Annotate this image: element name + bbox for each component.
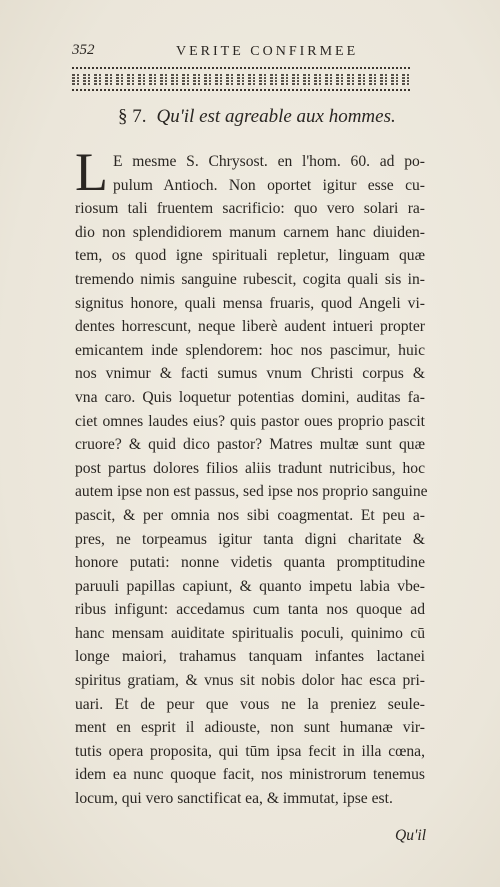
text-line: hanc mensam auiditate spiritualis poculi, quinimo cū bbox=[75, 624, 425, 642]
text-line: ciet omnes laudes eius? quis pastor oues proprio pascit bbox=[75, 412, 425, 430]
section-mark: § 7. bbox=[118, 106, 147, 127]
section-heading bbox=[118, 106, 396, 128]
ornament-pattern bbox=[72, 73, 410, 85]
text-line: locum, qui vero sanctificat ea, & immutat, ipse est. bbox=[75, 790, 393, 808]
text-line: nos vnimur & facti sumus vnum Christi corpus & bbox=[75, 365, 425, 383]
text-line: idem ea nunc quoque facit, nos ministrorum tenemus bbox=[75, 766, 425, 784]
running-title: VERITE CONFIRMEE bbox=[176, 44, 359, 59]
text-line: tem, os quod igne spirituali repletur, linguam quæ bbox=[75, 247, 425, 265]
text-line: signitus honore, quali mensa fruaris, quod Angeli vi- bbox=[75, 294, 425, 312]
text-line: uari. Et de peur que vous ne la preniez seule- bbox=[75, 695, 425, 713]
text-line: pres, ne torpeamus igitur tanta digni charitate & bbox=[75, 530, 425, 548]
drop-cap: L bbox=[75, 142, 108, 202]
text-line: pascit, & per omnia nos sibi coagmentat. Et peu a- bbox=[75, 506, 425, 524]
text-line: pulum Antioch. Non oportet igitur esse cu- bbox=[113, 176, 425, 194]
page-number: 352 bbox=[72, 42, 95, 58]
catchword: Qu'il bbox=[395, 827, 427, 844]
text-line: dio non splendidiorem manum carnem hanc diuiden- bbox=[75, 223, 425, 241]
text-line: emicantem inde splendorem: hoc nos pascimur, huic bbox=[75, 341, 425, 359]
text-line: riosum tali fruentem sacrificio: quo vero solari ra- bbox=[75, 200, 425, 218]
body-text bbox=[75, 142, 428, 811]
text-line: spiritus gratiam, & vnus sit nobis dolor hac esca pri- bbox=[75, 672, 425, 690]
text-line: vna caro. Quis loquetur potentias domini, auditas fa- bbox=[75, 388, 425, 406]
text-line: honore putati: nonne videtis quanta promptitudine bbox=[75, 554, 425, 572]
text-line: tremendo nimis sanguine rubescit, cogita quali sis in- bbox=[75, 270, 425, 288]
text-line: autem ipse non est passus, sed ipse nos proprio sanguine bbox=[75, 483, 428, 501]
text-line: E mesme S. Chrysost. en l'hom. 60. ad po- bbox=[113, 153, 425, 170]
running-head bbox=[72, 42, 452, 64]
text-line: tutis opera proposita, qui tūm ipsa fecit in illa cœna, bbox=[75, 742, 425, 760]
text-line: post partus dolores filios aliis tradunt nutricibus, hoc bbox=[75, 459, 425, 477]
text-line: longe maiori, trahamus tanquam infantes lactanei bbox=[75, 648, 425, 666]
ornamental-band bbox=[72, 67, 410, 91]
text-line: ribus infigunt: accedamus cum tanta nos quoque ad bbox=[75, 601, 425, 619]
text-line: ment en esprit il adiouste, non sunt humanæ vir- bbox=[75, 719, 425, 737]
text-line: dentes horrescunt, neque liberè audent intueri propter bbox=[75, 318, 425, 336]
text-line: cruore? & quid dico pastor? Matres multæ sunt quæ bbox=[75, 436, 425, 454]
section-title: Qu'il est agreable aux hommes. bbox=[156, 106, 396, 127]
text-line: paruuli papillas capiunt, & quanto impetu labia vbe- bbox=[75, 577, 425, 595]
